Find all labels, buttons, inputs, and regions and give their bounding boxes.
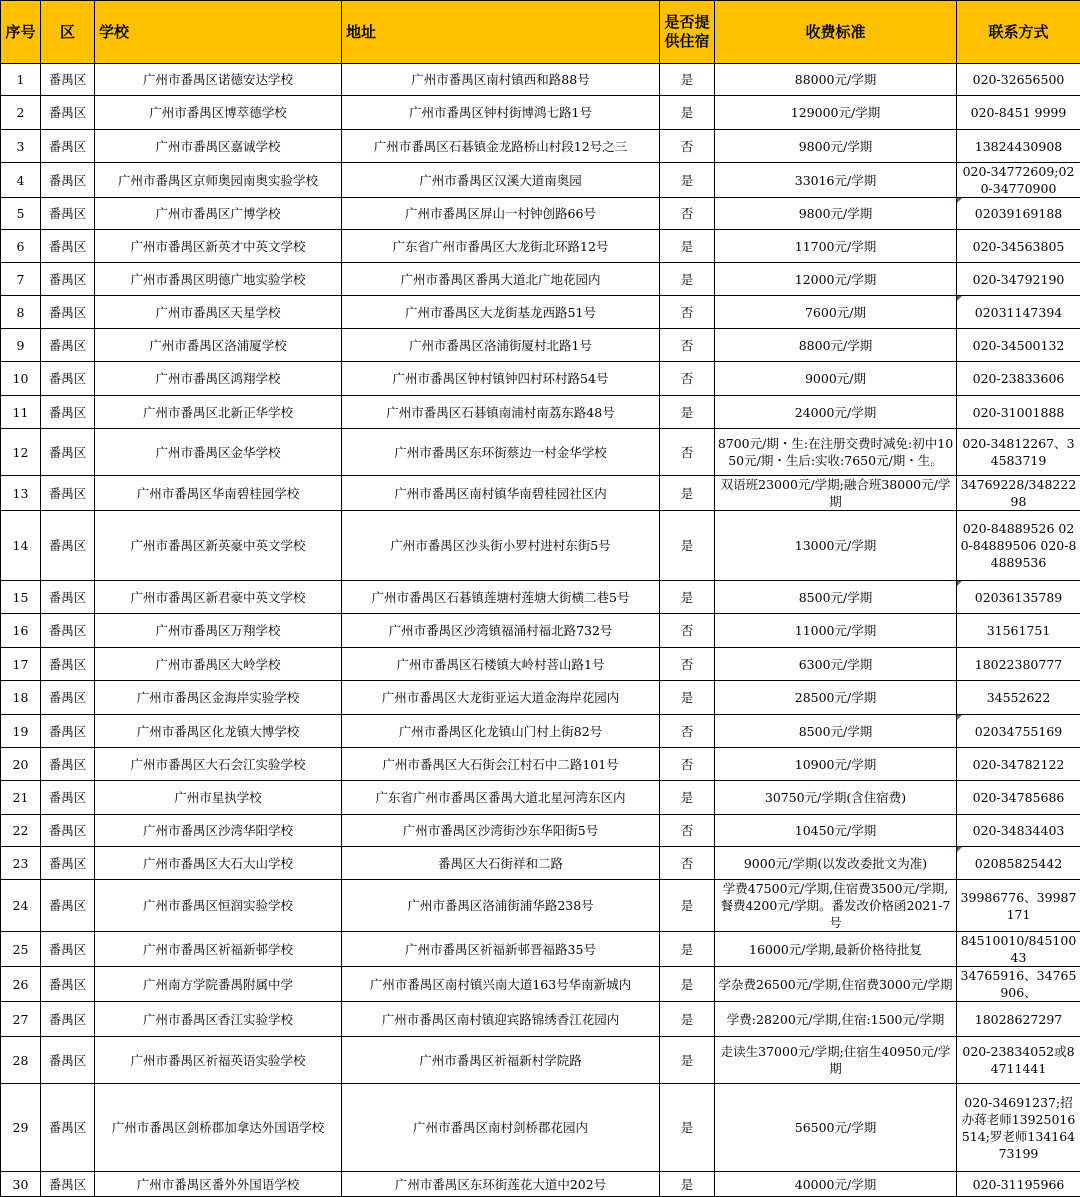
header-boarding: 是否提供住宿: [660, 1, 715, 64]
cell-no: 7: [1, 263, 41, 296]
cell-address: 广州市番禺区番禺大道北广地花园内: [342, 263, 660, 296]
header-contact: 联系方式: [957, 1, 1080, 64]
cell-contact: 02085825442: [957, 847, 1080, 880]
table-row: [1, 681, 1080, 715]
cell-address: 广州市番禺区屏山一村钟创路66号: [342, 198, 660, 230]
cell-fee: 28500元/学期: [715, 681, 957, 715]
cell-boarding: 是: [660, 263, 715, 296]
cell-school: 广州市番禺区大石大山学校: [95, 847, 342, 880]
cell-address: 广州市番禺区石碁镇南浦村南荔东路48号: [342, 396, 660, 429]
table-row: [1, 429, 1080, 476]
cell-fee: 12000元/学期: [715, 263, 957, 296]
cell-boarding: 否: [660, 614, 715, 648]
cell-school: 广州市番禺区京师奥园南奥实验学校: [95, 163, 342, 198]
cell-boarding: 是: [660, 967, 715, 1002]
cell-district: 番禺区: [41, 614, 95, 648]
cell-fee: 6300元/学期: [715, 648, 957, 681]
cell-address: 广州市番禺区沙湾街沙东华阳街5号: [342, 815, 660, 847]
cell-boarding: 是: [660, 511, 715, 581]
cell-boarding: 否: [660, 296, 715, 329]
cell-contact: 020-84889526 020-84889506 020-84889536: [957, 511, 1080, 581]
cell-school: 广州市番禺区嘉诚学校: [95, 130, 342, 163]
table-row: [1, 932, 1080, 967]
cell-boarding: 否: [660, 198, 715, 230]
table-row: [1, 748, 1080, 781]
cell-contact: 34769228/34822298: [957, 476, 1080, 511]
cell-district: 番禺区: [41, 263, 95, 296]
cell-address: 广州市番禺区东环街蔡边一村金华学校: [342, 429, 660, 476]
cell-fee: 16000元/学期,最新价格待批复: [715, 932, 957, 967]
table-row: [1, 476, 1080, 511]
cell-district: 番禺区: [41, 396, 95, 429]
cell-contact: 02036135789: [957, 581, 1080, 614]
cell-school: 广州市番禺区洛浦厦学校: [95, 329, 342, 362]
cell-school: 广州市番禺区新英豪中英文学校: [95, 511, 342, 581]
cell-school: 广州市番禺区沙湾华阳学校: [95, 815, 342, 847]
cell-school: 广州市番禺区天星学校: [95, 296, 342, 329]
cell-school: 广州市番禺区广博学校: [95, 198, 342, 230]
cell-fee: 9000元/期: [715, 362, 957, 396]
cell-boarding: 是: [660, 230, 715, 263]
table-row: [1, 130, 1080, 163]
cell-no: 19: [1, 715, 41, 748]
cell-fee: 8500元/学期: [715, 581, 957, 614]
cell-school: 广州市番禺区新君豪中英文学校: [95, 581, 342, 614]
cell-contact: 18022380777: [957, 648, 1080, 681]
cell-boarding: 否: [660, 715, 715, 748]
cell-contact: 020-34691237;招办蒋老师13925016514;罗老师13416473199: [957, 1084, 1080, 1172]
cell-district: 番禺区: [41, 681, 95, 715]
cell-district: 番禺区: [41, 362, 95, 396]
table-row: [1, 815, 1080, 847]
cell-district: 番禺区: [41, 296, 95, 329]
cell-district: 番禺区: [41, 96, 95, 130]
cell-contact: 020-34834403: [957, 815, 1080, 847]
header-address: 地址: [342, 1, 660, 64]
cell-no: 2: [1, 96, 41, 130]
cell-fee: 40000元/学期: [715, 1172, 957, 1197]
table-row: [1, 362, 1080, 396]
cell-school: 广州市番禺区万翔学校: [95, 614, 342, 648]
cell-district: 番禺区: [41, 648, 95, 681]
cell-school: 广州市番禺区博萃德学校: [95, 96, 342, 130]
cell-no: 29: [1, 1084, 41, 1172]
cell-fee: 双语班23000元/学期;融合班38000元/学期: [715, 476, 957, 511]
cell-fee: 8700元/期・生:在注册交费时减免:初中1050元/期・生后:实收:7650元/期・生。: [715, 429, 957, 476]
cell-boarding: 是: [660, 396, 715, 429]
cell-no: 15: [1, 581, 41, 614]
table-row: [1, 1002, 1080, 1037]
cell-boarding: 是: [660, 96, 715, 130]
cell-address: 广州市番禺区祈福新邨晋福路35号: [342, 932, 660, 967]
cell-school: 广州市番禺区北新正华学校: [95, 396, 342, 429]
cell-address: 广州市番禺区洛浦街浦华路238号: [342, 880, 660, 932]
table-row: [1, 230, 1080, 263]
cell-no: 8: [1, 296, 41, 329]
cell-boarding: 否: [660, 329, 715, 362]
cell-school: 广州市番禺区大岭学校: [95, 648, 342, 681]
cell-contact: 020-32656500: [957, 64, 1080, 96]
cell-no: 30: [1, 1172, 41, 1197]
table-row: [1, 614, 1080, 648]
cell-school: 广州市番禺区祈福新邨学校: [95, 932, 342, 967]
cell-address: 广州市番禺区祈福新村学院路: [342, 1037, 660, 1084]
cell-district: 番禺区: [41, 880, 95, 932]
table-row: [1, 880, 1080, 932]
table-row: [1, 715, 1080, 748]
cell-boarding: 是: [660, 932, 715, 967]
cell-address: 广州市番禺区汉溪大道南奥园: [342, 163, 660, 198]
cell-fee: 学杂费26500元/学期,住宿费3000元/学期: [715, 967, 957, 1002]
cell-district: 番禺区: [41, 429, 95, 476]
header-row: [1, 1, 1080, 64]
cell-fee: 56500元/学期: [715, 1084, 957, 1172]
cell-address: 广州市番禺区石碁镇金龙路桥山村段12号之三: [342, 130, 660, 163]
cell-fee: 10900元/学期: [715, 748, 957, 781]
cell-address: 广州市番禺区大石街会江村石中二路101号: [342, 748, 660, 781]
table-row: [1, 163, 1080, 198]
cell-fee: 24000元/学期: [715, 396, 957, 429]
cell-no: 28: [1, 1037, 41, 1084]
cell-address: 番禺区大石街祥和二路: [342, 847, 660, 880]
table-row: [1, 1084, 1080, 1172]
cell-boarding: 是: [660, 781, 715, 815]
cell-boarding: 是: [660, 64, 715, 96]
cell-contact: 020-34812267、34583719: [957, 429, 1080, 476]
table-row: [1, 581, 1080, 614]
cell-no: 4: [1, 163, 41, 198]
cell-school: 广州市番禺区金华学校: [95, 429, 342, 476]
cell-contact: 84510010/84510043: [957, 932, 1080, 967]
table-row: [1, 1172, 1080, 1197]
cell-no: 26: [1, 967, 41, 1002]
cell-address: 广州市番禺区沙湾镇福涌村福北路732号: [342, 614, 660, 648]
cell-district: 番禺区: [41, 230, 95, 263]
cell-address: 广州市番禺区石碁镇莲塘村莲塘大街横二巷5号: [342, 581, 660, 614]
table-row: [1, 198, 1080, 230]
cell-no: 12: [1, 429, 41, 476]
cell-district: 番禺区: [41, 1084, 95, 1172]
cell-address: 广州市番禺区南村镇华南碧桂园社区内: [342, 476, 660, 511]
cell-school: 广州市番禺区化龙镇大博学校: [95, 715, 342, 748]
cell-no: 20: [1, 748, 41, 781]
cell-no: 11: [1, 396, 41, 429]
cell-district: 番禺区: [41, 163, 95, 198]
cell-address: 广州市番禺区南村镇迎宾路锦绣香江花园内: [342, 1002, 660, 1037]
cell-district: 番禺区: [41, 64, 95, 96]
table-body: [1, 64, 1080, 1197]
cell-contact: 020-34782122: [957, 748, 1080, 781]
cell-district: 番禺区: [41, 1172, 95, 1197]
cell-address: 广东省广州市番禺区番禺大道北星河湾东区内: [342, 781, 660, 815]
cell-school: 广州市番禺区华南碧桂园学校: [95, 476, 342, 511]
cell-contact: 020-34563805: [957, 230, 1080, 263]
cell-boarding: 是: [660, 1002, 715, 1037]
cell-boarding: 否: [660, 847, 715, 880]
header-district: 区: [41, 1, 95, 64]
cell-boarding: 否: [660, 130, 715, 163]
cell-fee: 学费47500元/学期,住宿费3500元/学期,餐费4200元/学期。番发改价格函2021-7号: [715, 880, 957, 932]
cell-contact: 02039169188: [957, 198, 1080, 230]
cell-district: 番禺区: [41, 130, 95, 163]
cell-boarding: 是: [660, 880, 715, 932]
table-row: [1, 296, 1080, 329]
cell-contact: 34552622: [957, 681, 1080, 715]
cell-address: 广州市番禺区石楼镇大岭村菩山路1号: [342, 648, 660, 681]
cell-address: 广州市番禺区化龙镇山门村上街82号: [342, 715, 660, 748]
cell-fee: 8800元/学期: [715, 329, 957, 362]
cell-no: 21: [1, 781, 41, 815]
cell-contact: 020-34500132: [957, 329, 1080, 362]
cell-district: 番禺区: [41, 967, 95, 1002]
cell-contact: 39986776、39987171: [957, 880, 1080, 932]
cell-boarding: 是: [660, 581, 715, 614]
cell-contact: 020-23833606: [957, 362, 1080, 396]
cell-school: 广州市番禺区恒润实验学校: [95, 880, 342, 932]
cell-no: 3: [1, 130, 41, 163]
cell-boarding: 否: [660, 362, 715, 396]
header-fee: 收费标准: [715, 1, 957, 64]
cell-no: 14: [1, 511, 41, 581]
cell-fee: 88000元/学期: [715, 64, 957, 96]
cell-boarding: 是: [660, 681, 715, 715]
cell-district: 番禺区: [41, 198, 95, 230]
table-row: [1, 396, 1080, 429]
cell-no: 24: [1, 880, 41, 932]
cell-address: 广州市番禺区东环街莲花大道中202号: [342, 1172, 660, 1197]
table-row: [1, 847, 1080, 880]
cell-address: 广东省广州市番禺区大龙街北环路12号: [342, 230, 660, 263]
cell-school: 广州市番禺区大石会江实验学校: [95, 748, 342, 781]
cell-contact: 020-8451 9999: [957, 96, 1080, 130]
header-school: 学校: [95, 1, 342, 64]
cell-boarding: 否: [660, 648, 715, 681]
cell-boarding: 是: [660, 1037, 715, 1084]
cell-fee: 走读生37000元/学期;住宿生40950元/学期: [715, 1037, 957, 1084]
cell-district: 番禺区: [41, 1037, 95, 1084]
cell-district: 番禺区: [41, 815, 95, 847]
cell-address: 广州市番禺区沙头街小罗村进村东街5号: [342, 511, 660, 581]
cell-no: 22: [1, 815, 41, 847]
cell-boarding: 否: [660, 815, 715, 847]
cell-school: 广州市番禺区新英才中英文学校: [95, 230, 342, 263]
cell-fee: 8500元/学期: [715, 715, 957, 748]
cell-address: 广州市番禺区洛浦街厦村北路1号: [342, 329, 660, 362]
cell-school: 广州市番禺区香江实验学校: [95, 1002, 342, 1037]
cell-contact: 020-31001888: [957, 396, 1080, 429]
cell-district: 番禺区: [41, 581, 95, 614]
cell-no: 23: [1, 847, 41, 880]
cell-contact: 02031147394: [957, 296, 1080, 329]
cell-address: 广州市番禺区南村镇兴南大道163号华南新城内: [342, 967, 660, 1002]
cell-boarding: 是: [660, 1172, 715, 1197]
cell-no: 18: [1, 681, 41, 715]
table-row: [1, 511, 1080, 581]
cell-boarding: 是: [660, 476, 715, 511]
table-row: [1, 781, 1080, 815]
cell-fee: 11700元/学期: [715, 230, 957, 263]
cell-address: 广州市番禺区南村剑桥郡花园内: [342, 1084, 660, 1172]
cell-contact: 31561751: [957, 614, 1080, 648]
table-row: [1, 648, 1080, 681]
cell-fee: 7600元/期: [715, 296, 957, 329]
cell-school: 广州市番禺区明德广地实验学校: [95, 263, 342, 296]
cell-no: 1: [1, 64, 41, 96]
cell-contact: 18028627297: [957, 1002, 1080, 1037]
cell-address: 广州市番禺区钟村镇钟四村环村路54号: [342, 362, 660, 396]
header-no: 序号: [1, 1, 41, 64]
cell-no: 10: [1, 362, 41, 396]
cell-no: 5: [1, 198, 41, 230]
cell-fee: 33016元/学期: [715, 163, 957, 198]
cell-address: 广州市番禺区大龙街亚运大道金海岸花园内: [342, 681, 660, 715]
cell-no: 25: [1, 932, 41, 967]
cell-fee: 129000元/学期: [715, 96, 957, 130]
cell-fee: 9800元/学期: [715, 130, 957, 163]
cell-district: 番禺区: [41, 715, 95, 748]
cell-fee: 9000元/学期(以发改委批文为准): [715, 847, 957, 880]
cell-fee: 9800元/学期: [715, 198, 957, 230]
cell-school: 广州南方学院番禺附属中学: [95, 967, 342, 1002]
cell-district: 番禺区: [41, 748, 95, 781]
table-row: [1, 263, 1080, 296]
cell-no: 17: [1, 648, 41, 681]
table-row: [1, 329, 1080, 362]
cell-fee: 10450元/学期: [715, 815, 957, 847]
table-row: [1, 1037, 1080, 1084]
cell-contact: 02034755169: [957, 715, 1080, 748]
cell-contact: 13824430908: [957, 130, 1080, 163]
cell-contact: 020-34785686: [957, 781, 1080, 815]
cell-boarding: 是: [660, 1084, 715, 1172]
cell-school: 广州市番禺区祈福英语实验学校: [95, 1037, 342, 1084]
cell-contact: 020-31195966: [957, 1172, 1080, 1197]
cell-fee: 30750元/学期(含住宿费): [715, 781, 957, 815]
cell-boarding: 是: [660, 163, 715, 198]
cell-district: 番禺区: [41, 781, 95, 815]
cell-school: 广州市番禺区番外外国语学校: [95, 1172, 342, 1197]
cell-district: 番禺区: [41, 932, 95, 967]
cell-no: 9: [1, 329, 41, 362]
cell-school: 广州市番禺区鸿翔学校: [95, 362, 342, 396]
cell-no: 27: [1, 1002, 41, 1037]
cell-no: 6: [1, 230, 41, 263]
cell-no: 13: [1, 476, 41, 511]
cell-fee: 学费:28200元/学期,住宿:1500元/学期: [715, 1002, 957, 1037]
cell-district: 番禺区: [41, 847, 95, 880]
cell-contact: 020-34772609;020-34770900: [957, 163, 1080, 198]
cell-district: 番禺区: [41, 329, 95, 362]
cell-fee: 13000元/学期: [715, 511, 957, 581]
table-row: [1, 96, 1080, 130]
table-row: [1, 967, 1080, 1002]
cell-address: 广州市番禺区钟村街博鸿七路1号: [342, 96, 660, 130]
cell-district: 番禺区: [41, 1002, 95, 1037]
cell-fee: 11000元/学期: [715, 614, 957, 648]
cell-boarding: 否: [660, 748, 715, 781]
cell-district: 番禺区: [41, 511, 95, 581]
cell-school: 广州市番禺区剑桥郡加拿达外国语学校: [95, 1084, 342, 1172]
cell-contact: 34765916、34765906、: [957, 967, 1080, 1002]
table-row: [1, 64, 1080, 96]
cell-address: 广州市番禺区南村镇西和路88号: [342, 64, 660, 96]
cell-boarding: 否: [660, 429, 715, 476]
cell-school: 广州市番禺区诺德安达学校: [95, 64, 342, 96]
cell-no: 16: [1, 614, 41, 648]
cell-contact: 020-34792190: [957, 263, 1080, 296]
cell-school: 广州市番禺区金海岸实验学校: [95, 681, 342, 715]
cell-address: 广州市番禺区大龙街基龙西路51号: [342, 296, 660, 329]
cell-school: 广州市星执学校: [95, 781, 342, 815]
cell-district: 番禺区: [41, 476, 95, 511]
cell-contact: 020-23834052或84711441: [957, 1037, 1080, 1084]
